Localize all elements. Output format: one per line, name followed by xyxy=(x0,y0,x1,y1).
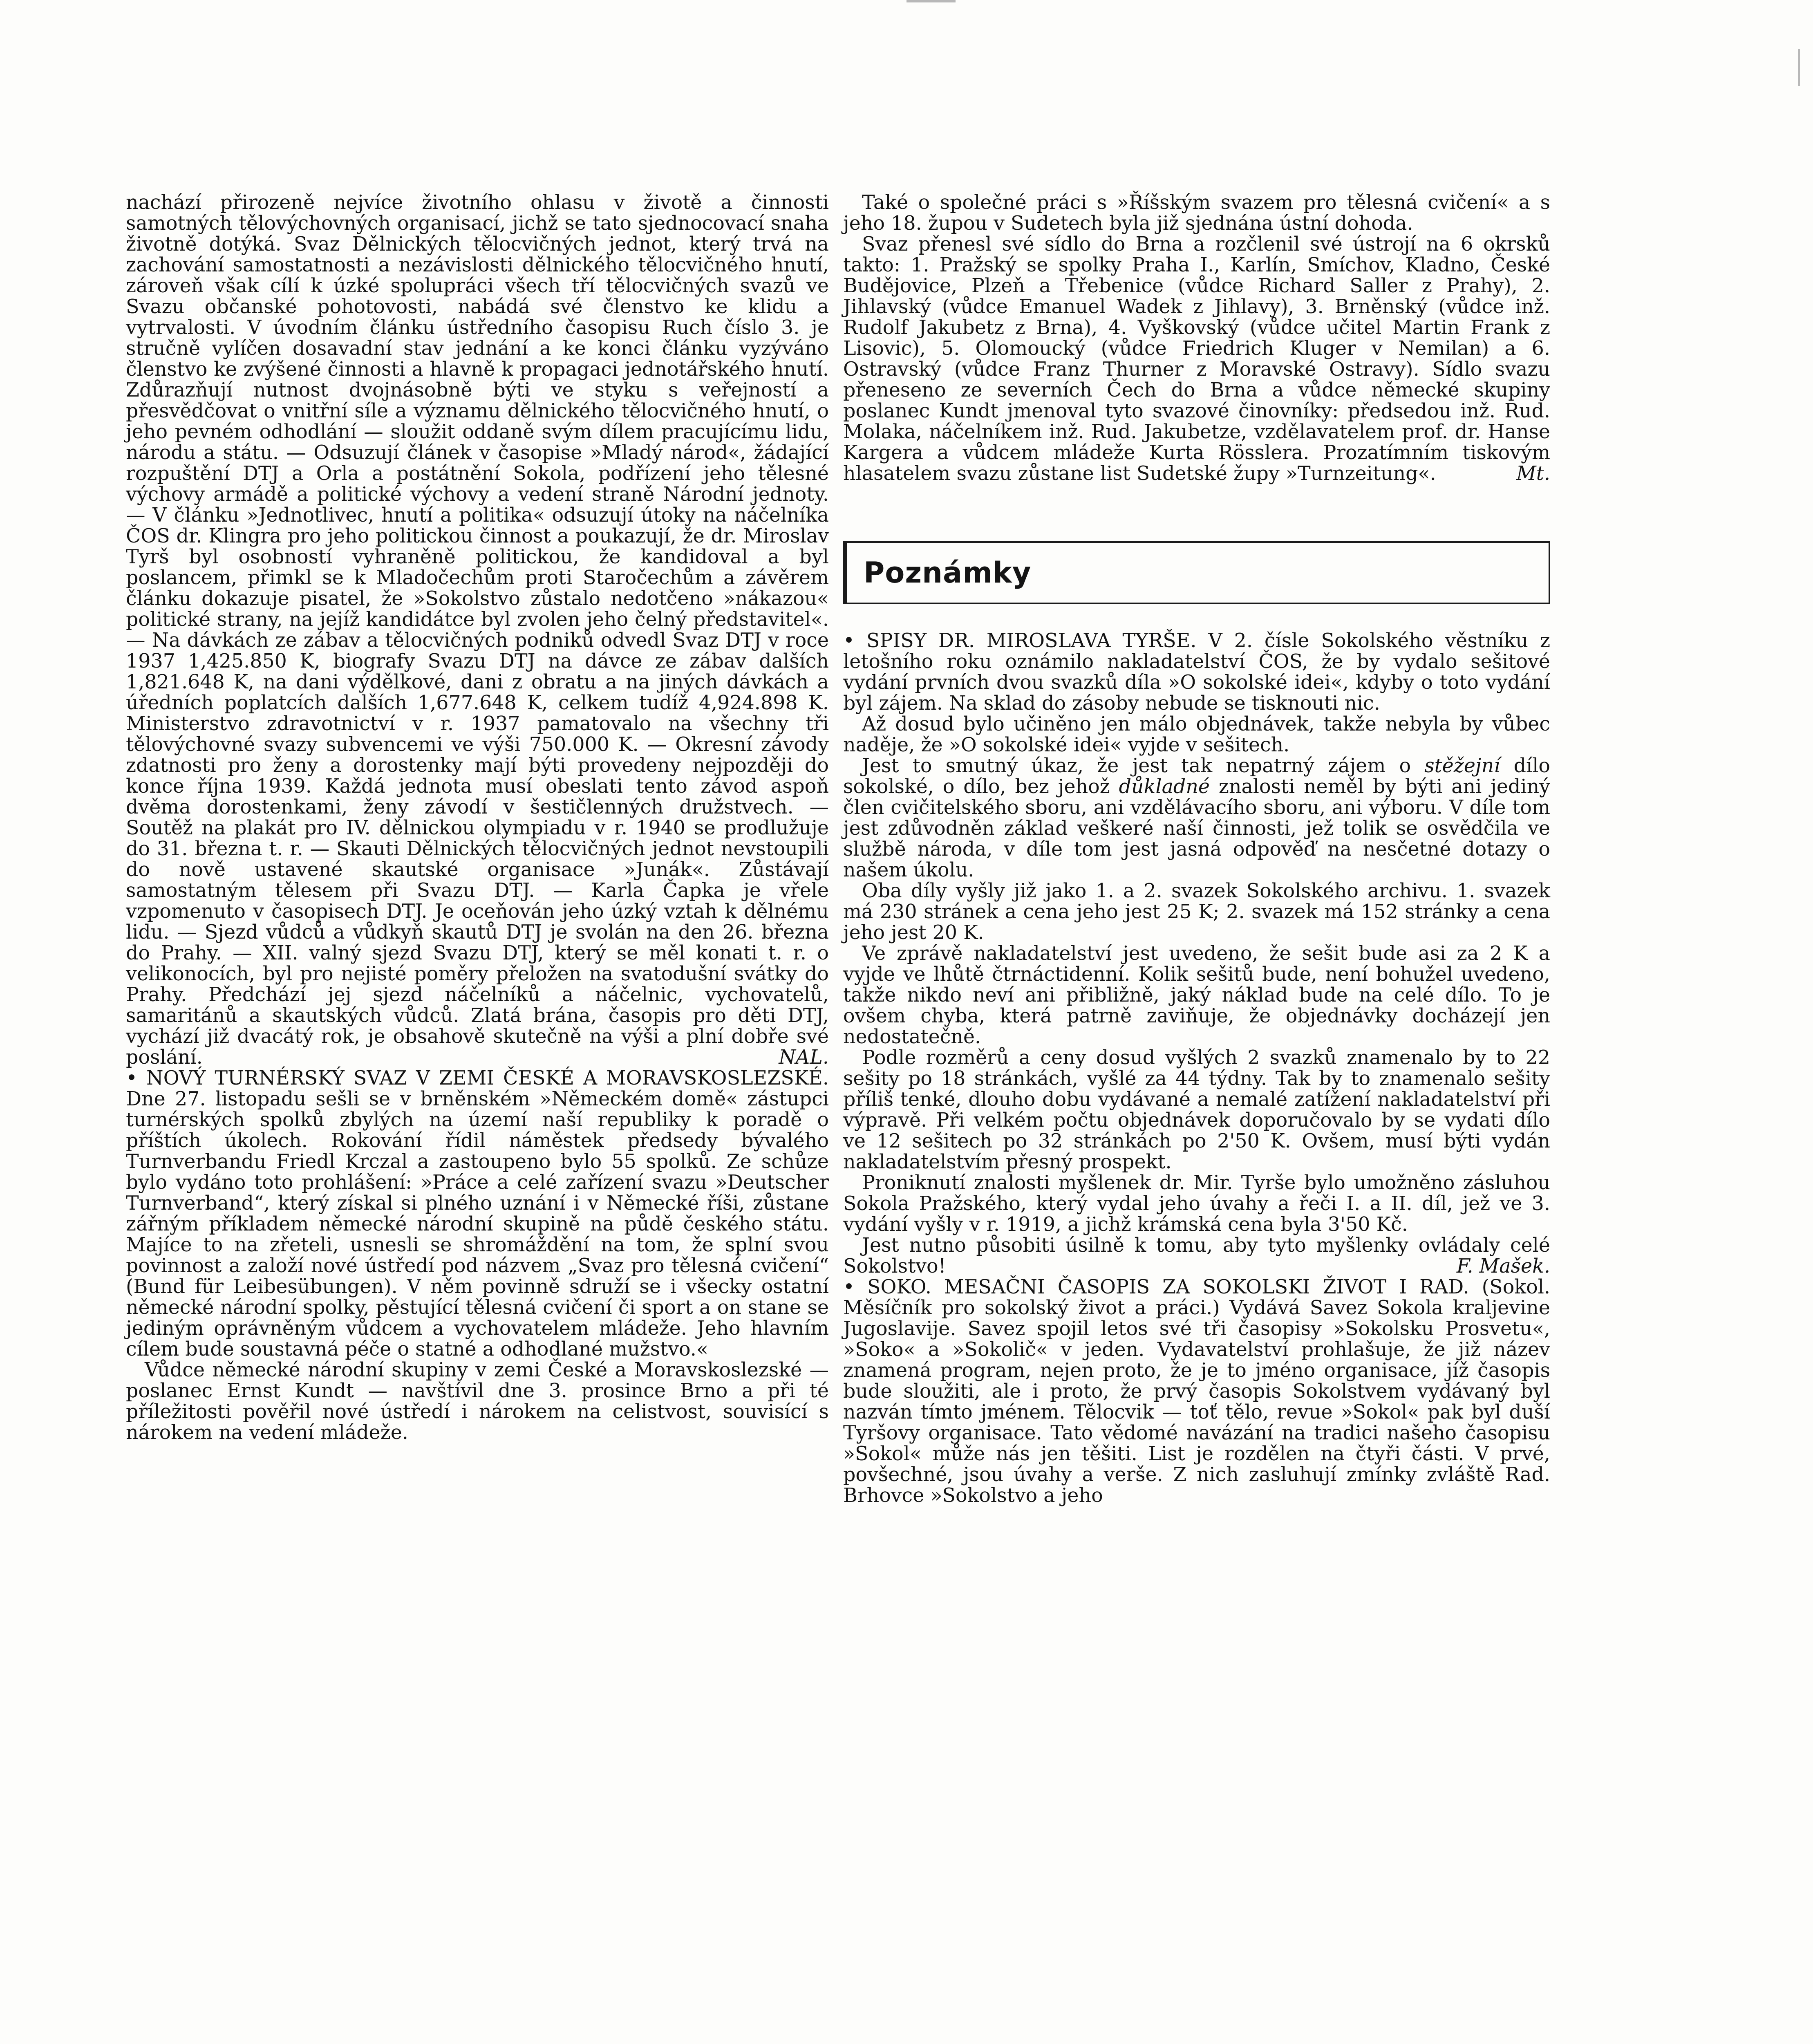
paragraph-text: Jest nutno působiti úsilně k tomu, aby tyto myšlenky ovládaly celé Sokolstvo! xyxy=(843,1234,1550,1278)
paragraph: Až dosud bylo učiněno jen málo objednávek, takže nebyla by vůbec naděje, že »O sokolské idei« vyjde v sešitech. xyxy=(843,713,1550,756)
article-text: Dne 27. listopadu sešli se v brněnském »Německém domě« zástupci turnérských spolků zbylých na území naší republiky k poradě o příštích úkolech. Rokování řídil náměstek předsedy bývalého Turnverbandu Friedl Krczal a zastoupeno bylo 55 spolků. Ze schůze bylo vydáno toto prohlášení: »Práce a celé zařízení svazu »Deutscher Turnverband“, který získal si plného uznání i v Německé říši, zůstane zářným příkladem německé národní skupině na půdě českého státu. Majíce to na zřeteli, usnesli se shromáždění na tom, že splní svou povinnost a založí nové ústředí pod názvem „Svaz pro tělesná cvičení“ (Bund für Leibesübungen). V něm povinně sdruží se i všecky ostatní německé národní spolky, pěstující tělesná cvičení či sport a on stane se jediným oprávněným vůdcem a vychovatelem mládeže. Jeho hlavním cílem bude soustavná péče o statné a odhodlané mužstvo.« xyxy=(126,1088,829,1360)
paragraph-text: dílo sokolské, o dílo, bez jehož xyxy=(843,755,1550,798)
emphasis: důkladné xyxy=(1119,775,1210,798)
dtj-report-text: nachází přirozeně nejvíce životního ohlasu v životě a činnosti samotných tělovýchovných organisací, jichž se tato sjednocovací snaha životně dotýká. Svaz Dělnických tělocvičných jednot, který trvá na zachování samostatnosti a nezávislosti dělnického tělocvičného hnutí, zároveň však cílí k úzké spolupráci všech tří tělocvičných svazů ve Svazu občanské pohotovosti, nabádá své členstvo ke klidu a vytrvalosti. V úvodním článku ústředního časopisu Ruch číslo 3. je stručně vylíčen dosavadní stav jednání a ke konci článku vyzýváno členstvo ke zvýšené činnosti a hlavně k propagaci jednotářského hnutí. Zdůrazňují nutnost dvojnásobně býti ve styku s veřejností a přesvědčovat o vnitřní síle a významu dělnického tělocvičného hnutí, o jeho pevném odhodlání — sloužit oddaně svým dílem pracujícímu lidu, národu a státu. — Odsuzují článek v časopise »Mladý národ«, žádající rozpuštění DTJ a Orla a postátnění Sokola, podřízení jeho tělesné výchovy armádě a politické výchovy a vedení straně Národní jednoty. — V článku »Jednotlivec, hnutí a politika« odsuzují útoky na náčelníka ČOS dr. Klingra pro jeho politickou činnost a poukazují, že dr. Miroslav Tyrš byl osobností vyhraněně politickou, že kandidoval a byl poslancem, přimkl se k Mladočechům proti Staročechům a závěrem článku dokazuje pisatel, že »Sokolstvo zůstalo nedotčeno »nákazou« politické strany, na jejíž kandidátce byl zvolen jeho čelný představitel«. — Na dávkách ze zábav a tělocvičných podniků odvedl Svaz DTJ v roce 1937 1,425.850 K, biografy Svazu DTJ na dávce ze zábav dalších 1,821.648 K, na dani výdělkové, dani z obratu a na jiných dávkách a úředních poplatcích dalších 1,677.648 K, celkem tudíž 4,924.898 K. Ministerstvo zdravotnictví v r. 1937 pamatovalo na všechny tři tělovýchovné svazy subvencemi ve výši 750.000 K. — Okresní závody zdatnosti pro ženy a dorostenky mají býti provedeny nejpozději do konce října 1939. Každá jednota musí obeslati tento závod aspoň dvěma dorostenkami, ženy závodí v šestičlenných družstvech. — Soutěž na plakát pro IV. dělnickou olympiadu v r. 1940 se prodlužuje do 31. března t. r. — Skauti Dělnických tělocvičných jednot nevstoupili do nově ustavené skautské organisace »Junák«. Zůstávají samostatným tělesem při Svazu DTJ. — Karla Čapka je vřele vzpomenuto v časopisech DTJ. Je oceňován jeho úzký vztah k dělnému lidu. — Sjezd vůdců a vůdkyň skautů DTJ je svolán na den 26. března do Prahy. — XII. valný sjezd Svazu DTJ, který se měl konati t. r. o velikonocích, byl pro nejisté poměry přeložen na svatodušní svátky do Prahy. Předchází jej sjezd náčelníků a náčelnic, vychovatelů, samaritánů a skautských vůdců. Zlatá brána, časopis pro děti DTJ, vychází již dvacátý rok, je obsahově skutečně na výši a plní dobře své poslání. xyxy=(126,191,829,1069)
right-column xyxy=(843,192,1550,1506)
scan-artifact xyxy=(906,0,956,2)
author-signature: Mt. xyxy=(1516,462,1550,485)
paragraph xyxy=(843,1235,1550,1277)
note-text: V 2. čísle Sokolského věstníku z letošního roku oznámilo nakladatelství ČOS, že by vydalo sešitové vydání prvních dvou svazků díla »O sokolské idei«, kdyby o toto vydání byl zájem. Na sklad do zásoby nebude se tisknouti nic. xyxy=(843,630,1550,715)
article-heading: • NOVÝ TURNÉRSKÝ SVAZ V ZEMI ČESKÉ A MORAVSKOSLEZSKÉ. xyxy=(126,1067,829,1089)
note-heading: • SPISY DR. MIROSLAVA TYRŠE. xyxy=(843,630,1197,652)
notes-item xyxy=(843,1277,1550,1506)
paragraph-text: Jest to smutný úkaz, že jest tak nepatrný zájem o xyxy=(862,755,1425,777)
paragraph xyxy=(843,234,1550,484)
emphasis: stěžejní xyxy=(1424,755,1500,777)
section-header-box xyxy=(843,541,1550,604)
paragraph-text: znalosti neměl by býti ani jediný člen cvičitelského sboru, ani vzdělávacího sboru, ani výboru. V díle tom jest zdůvodněn základ veškeré naší činnosti, jež tolik se osvědčila ve službě národa, v díle tom jest jasná odpověď na nesčetné dotazy o našem úkolu. xyxy=(843,775,1551,881)
turner-article xyxy=(126,1068,829,1360)
note-text: (Sokol. Měsíčník pro sokolský život a práci.) Vydává Savez Sokola kraljevine Jugoslavije. Savez spojil letos své tři časopisy »Sokolsku Prosvetu«, »Soko« a »Sokolič« v jeden. Vydavatelství prohlašuje, že již název znamená program, nejen proto, že je to jméno organisace, jíž časopis bude sloužiti, ale i proto, že prvý časopis Sokolstvem vydávaný byl nazván tímto jménem. Tělocvik — toť tělo, revue »Sokol« pak byl duší Tyršovy organisace. Tato vědomé navázání na tradici našeho časopisu »Sokol« může nás jen těšiti. List je rozdělen na čtyři části. V prvé, povšechné, jsou úvahy a verše. Z nich zasluhují zmínky zvláště Rad. Brhovce »Sokolstvo a jeho xyxy=(843,1276,1550,1507)
author-signature: NAL. xyxy=(779,1046,829,1069)
paragraph: Podle rozměrů a ceny dosud vyšlých 2 svazků znamenalo by to 22 sešity po 18 stránkách, vyšlé za 44 týdny. Tak by to znamenalo sešity příliš tenké, dlouho dobu vydávané a nemalé zatížení nakladatelství při výpravě. Při velkém počtu objednávek doporučovalo by se vydati dílo ve 12 sešitech po 32 stránkách po 2'50 K. Ovšem, musí býti vydán nakladatelstvím přesný prospekt. xyxy=(843,1047,1550,1173)
notes-item xyxy=(843,630,1550,714)
paragraph: Ve zprávě nakladatelství jest uvedeno, že sešit bude asi za 2 K a vyjde ve lhůtě čtrnáctidenní. Kolik sešitů bude, není bohužel uvedeno, takže nikdo neví ani přibližně, jaký náklad bude na celé dílo. To je ovšem chyba, která patrně zaviňuje, že objednávky docházejí jen nedostatečně. xyxy=(843,942,1550,1048)
dtj-report xyxy=(126,192,829,1068)
paragraph: Oba díly vyšly již jako 1. a 2. svazek Sokolského archivu. 1. svazek má 230 stránek a cena jeho jest 25 K; 2. svazek má 152 stránky a cena jeho jest 20 K. xyxy=(843,880,1550,944)
paragraph: Proniknutí znalosti myšlenek dr. Mir. Tyrše bylo umožněno zásluhou Sokola Pražského, který vydal jeho úvahy a řeči I. a II. díl, jež ve 3. vydání vyšly v r. 1919, a jichž krámská cena byla 3'50 Kč. xyxy=(843,1172,1550,1236)
paragraph: Vůdce německé národní skupiny v zemi České a Moravskoslezské — poslanec Ernst Kundt — navštívil dne 3. prosince Brno a při té příležitosti pověřil nové ústředí i nárokem na celistvost, souvisící s nárokem na vedení mládeže. xyxy=(126,1359,829,1444)
scan-artifact xyxy=(1798,49,1800,86)
paragraph-text: Svaz přenesl své sídlo do Brna a rozčlenil své ústrojí na 6 okrsků takto: 1. Pražský se spolky Praha I., Karlín, Smíchov, Kladno, České Budějovice, Plzeň a Třebenice (vůdce Richard Saller z Prahy), 2. Jihlavský (vůdce Emanuel Wadek z Jihlavy), 3. Brněnský (vůdce inž. Rudolf Jakubetz z Brna), 4. Vyškovský (vůdce učitel Martin Frank z Lisovic), 5. Olomoucký (vůdce Friedrich Kluger v Nemilan) a 6. Ostravský (vůdce Franz Thurner z Moravské Ostravy). Sídlo svazu přeneseno ze severních Čech do Brna a vůdce německé skupiny poslanec Kundt jmenoval tyto svazové činovníky: předsedou inž. Rud. Molaka, náčelníkem inž. Rud. Jakubetze, vzdělavatelem prof. dr. Hanse Kargera a vůdcem mládeže Kurta Rösslera. Prozatímním tiskovým hlasatelem svazu zůstane list Sudetské župy »Turnzeitung«. xyxy=(843,233,1550,485)
paragraph: Také o společné práci s »Říšským svazem pro tělesná cvičení« a s jeho 18. župou v Sudetech byla již sjednána ústní dohoda. xyxy=(843,191,1550,235)
left-column xyxy=(126,192,829,1443)
note-heading: • SOKO. MESAČNI ČASOPIS ZA SOKOLSKI ŽIVOT I RAD. xyxy=(843,1276,1469,1298)
paragraph xyxy=(843,755,1550,881)
section-title: Poznámky xyxy=(864,556,1032,589)
author-signature: F. Mašek. xyxy=(1456,1255,1550,1278)
